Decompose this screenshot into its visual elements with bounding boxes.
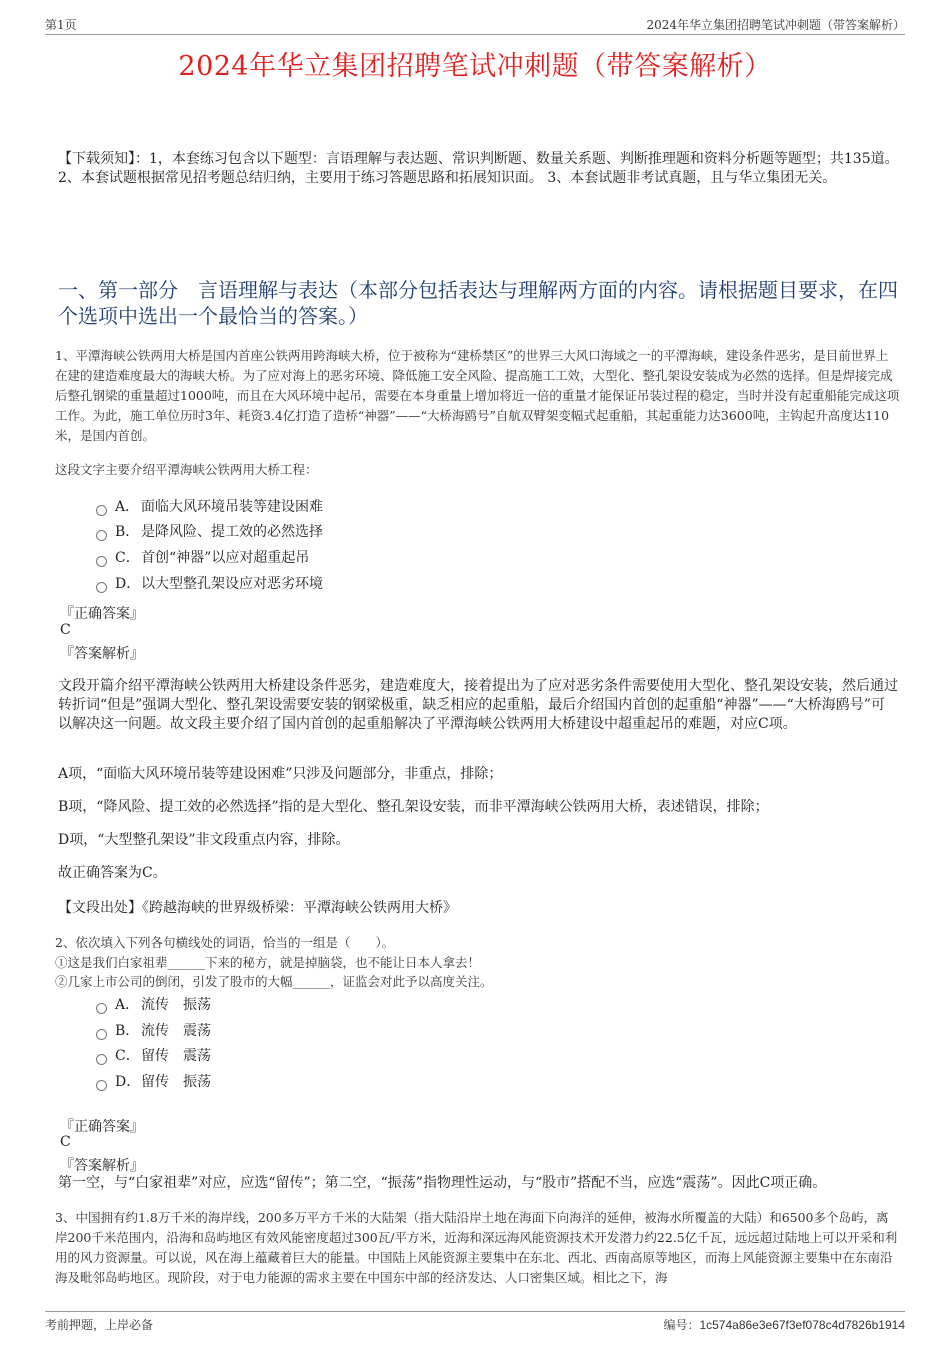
q2-answer-label: 『正确答案』 — [60, 1119, 144, 1135]
q1-option-b[interactable]: B． 是降风险、提工效的必然选择 — [96, 522, 323, 542]
document-title: 2024年华立集团招聘笔试冲刺题（带答案解析） — [178, 51, 772, 82]
q1-analysis-label: 『答案解析』 — [60, 646, 144, 662]
page-number: 第1页 — [45, 18, 77, 32]
section-heading: 一、第一部分 言语理解与表达（本部分包括表达与理解两方面的内容。请根据题目要求，在四个选项中选出一个最恰当的答案。） — [58, 278, 898, 328]
q3-stem: 3、中国拥有约1.8万千米的海岸线，200多万平方千米的大陆架（指大陆沿岸土地在海面下向海洋的延伸，被海水所覆盖的大陆）和6500多个岛屿，离岸200千米范围内，沿海和岛屿地区有效风能密度超过300瓦/平方米，近海和深远海风能资源技术开发潜力约22.5亿千瓦，远远超过陆地上可以开采和利用的风力资源量。可以说，风在海上蕴藏着巨大的能量。中国陆上风能资源主要集中在东北、西北、西南高原等地区，而海上风能资源主要集中在东南沿海及毗邻岛屿地区。现阶段，对于电力能源的需求主要在中国东中部的经济发达、人口密集区域。相比之下，海 — [55, 1210, 898, 1285]
radio-icon[interactable] — [96, 1080, 107, 1091]
q2-sentence-1: ①这是我们白家祖辈______下来的秘方，就是掉脑袋，也不能让日本人拿去！ — [55, 955, 481, 970]
page-header — [45, 14, 905, 35]
q2-option-c[interactable]: C．留传 震荡 — [96, 1046, 211, 1066]
page-footer — [45, 1311, 905, 1334]
q1-analysis-a: A项，“面临大风环境吊装等建设困难”只涉及问题部分，非重点，排除； — [58, 766, 503, 782]
q1-analysis-d: D项，“大型整孔架设”非文段重点内容，排除。 — [58, 832, 350, 848]
q1-answer: C — [60, 622, 71, 638]
q1-question: 这段文字主要介绍平潭海峡公铁两用大桥工程： — [55, 462, 318, 477]
radio-icon[interactable] — [96, 556, 107, 567]
q2-answer: C — [60, 1134, 71, 1150]
header-doc-title: 2024年华立集团招聘笔试冲刺题（带答案解析） — [646, 18, 905, 32]
q1-option-d[interactable]: D．以大型整孔架设应对恶劣环境 — [96, 574, 323, 594]
q1-analysis-conclusion: 故正确答案为C。 — [58, 865, 167, 881]
q2-option-a[interactable]: A． 流传 振荡 — [96, 995, 211, 1015]
radio-icon[interactable] — [96, 1003, 107, 1014]
radio-icon[interactable] — [96, 1029, 107, 1040]
q1-option-c[interactable]: C．首创“神器”以应对超重起吊 — [96, 548, 309, 568]
radio-icon[interactable] — [96, 505, 107, 516]
q1-analysis-b: B项，“降风险、提工效的必然选择”指的是大型化、整孔架设安装，而非平潭海峡公铁两用大桥，表述错误，排除； — [58, 799, 769, 815]
q1-stem: 1、平潭海峡公铁两用大桥是国内首座公铁两用跨海峡大桥，位于被称为“建桥禁区”的世界三大风口海域之一的平潭海峡，建设条件恶劣，是目前世界上在建的建造难度最大的海峡大桥。为了应对海上的恶劣环境、降低施工安全风险、提高施工工效，大型化、整孔架设安装成为必然的选择。但是焊接完成后整孔钢梁的重量超过1000吨，而且在大风环境中起吊，需要在本身重量上增加将近一倍的重量才能保证吊装过程的稳定，当时并没有起重船能完成这项工作。为此，施工单位历时3年、耗资3.4亿打造了造桥“神器”——“大桥海鸥号”自航双臂架变幅式起重船，其起重能力达3600吨，主钩起升高度达110米，是国内首创。 — [55, 348, 900, 443]
q2-analysis: 第一空，与“白家祖辈”对应，应选“留传”；第二空，“振荡”指物理性运动，与“股市”搭配不当，应选“震荡”。因此C项正确。 — [58, 1175, 827, 1191]
radio-icon[interactable] — [96, 530, 107, 541]
q2-option-b[interactable]: B． 流传 震荡 — [96, 1021, 211, 1041]
q1-analysis-main: 文段开篇介绍平潭海峡公铁两用大桥建设条件恶劣，建造难度大，接着提出为了应对恶劣条件需要使用大型化、整孔架设安装，然后通过转折词“但是”强调大型化、整孔架设需要安装的钢梁极重，缺乏相应的起重船，最后介绍国内首创的起重船“神器”——“大桥海鸥号”可以解决这一问题。故文段主要介绍了国内首创的起重船解决了平潭海峡公铁两用大桥建设中超重起吊的难题，对应C项。 — [58, 678, 898, 732]
radio-icon[interactable] — [96, 582, 107, 593]
q2-option-d[interactable]: D．留传 振荡 — [96, 1072, 211, 1092]
q1-answer-label: 『正确答案』 — [60, 606, 144, 622]
q2-stem: 2、依次填入下列各句横线处的词语，恰当的一组是（ ）。 — [55, 935, 395, 950]
footer-code: 编号：1c574a86e3e67f3ef078c4d7826b1914 — [663, 1318, 905, 1332]
radio-icon[interactable] — [96, 1054, 107, 1065]
q2-sentence-2: ②几家上市公司的倒闭，引发了股市的大幅______，证监会对此予以高度关注。 — [55, 974, 493, 989]
q1-source: 【文段出处】《跨越海峡的世界级桥梁：平潭海峡公铁两用大桥》 — [58, 900, 457, 916]
download-notice: 【下载须知】：1，本套练习包含以下题型：言语理解与表达题、常识判断题、数量关系题、判断推理题和资料分析题等题型；共135道。 2、本套试题根据常见招考题总结归纳，主要用于练习答题思路和拓展知识面。 3、本套试题非考试真题，且与华立集团无关。 — [58, 151, 899, 186]
q2-analysis-label: 『答案解析』 — [60, 1158, 144, 1174]
q1-option-a[interactable]: A． 面临大风环境吊装等建设困难 — [96, 497, 323, 517]
footer-slogan: 考前押题，上岸必备 — [45, 1318, 154, 1332]
